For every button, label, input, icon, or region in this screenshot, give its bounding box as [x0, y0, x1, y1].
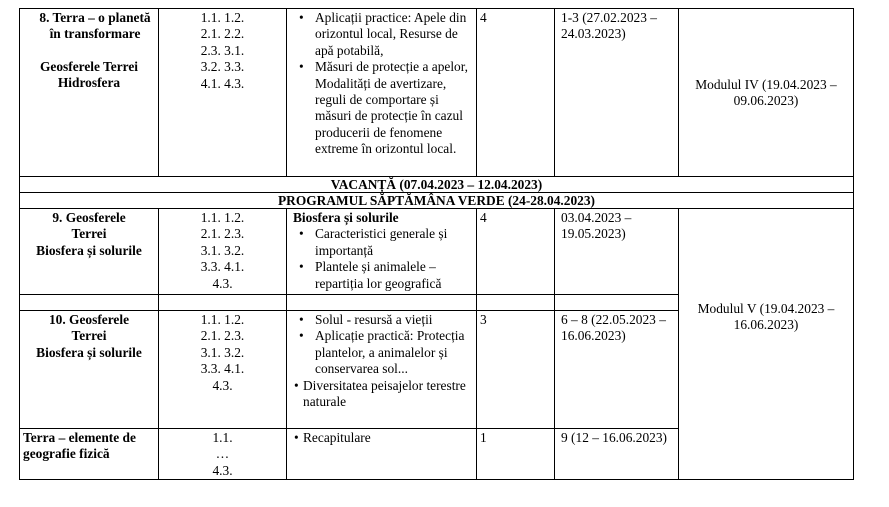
- weeks-cell: 9 (12 – 16.06.2023): [555, 429, 679, 480]
- competence-line: 3.3. 4.1.: [200, 259, 245, 275]
- hours-cell: 1: [477, 429, 555, 480]
- competence-line: 4.1. 4.3.: [200, 75, 245, 91]
- list-item: • Aplicații practice: Apele din orizontul local, Resurse de apă potabilă,: [293, 10, 473, 59]
- list-item: • Măsuri de protecție a apelor, Modalități de avertizare, reguli de comportare și măsuri de protecție în cazul producerii de fenomene extreme în orizontul local.: [293, 59, 473, 157]
- empty-cell: [287, 295, 477, 311]
- empty-cell: [20, 295, 159, 311]
- list-item: • Solul - resursă a vieții: [293, 312, 473, 328]
- module-cell: [679, 9, 854, 177]
- empty-cell: [477, 295, 555, 311]
- competences-cell: [159, 209, 287, 295]
- planning-table: [19, 8, 854, 480]
- competence-line: 4.3.: [212, 462, 233, 478]
- competence-line: 2.1. 2.2.: [200, 26, 245, 42]
- competence-line: 3.2. 3.3.: [200, 59, 245, 75]
- competence-line: 2.1. 2.3.: [200, 226, 245, 242]
- weeks-cell: 1-3 (27.02.2023 – 24.03.2023): [555, 9, 679, 177]
- competence-line: 2.3. 3.1.: [200, 42, 245, 58]
- competence-line: 1.1. 1.2.: [200, 210, 245, 225]
- unit-subtitle: Biosfera și solurile: [36, 242, 142, 258]
- table-row-vacation: [20, 177, 854, 193]
- list-item: • Diversitatea peisajelor terestre naturale: [293, 378, 473, 411]
- contents-cell: [287, 429, 477, 480]
- unit-title: 10. Geosferele Terrei: [48, 312, 130, 344]
- contents-cell: [287, 311, 477, 429]
- green-week-banner: PROGRAMUL SĂPTĂMÂNA VERDE (24-28.04.2023): [20, 193, 854, 209]
- competence-line: 4.3.: [212, 275, 233, 291]
- unit-title: 9. Geosferele Terrei: [52, 210, 126, 242]
- unit-title: 8. Terra – o planetă în transformare: [39, 10, 151, 42]
- module-label: Modulul V (19.04.2023 – 16.06.2023): [697, 301, 835, 333]
- list-item: • Caracteristici generale și importanță: [293, 226, 473, 259]
- contents-cell: [287, 9, 477, 177]
- competences-cell: [159, 429, 287, 480]
- unit-cell: [20, 311, 159, 429]
- competence-line: 1.1.: [212, 430, 233, 445]
- competences-cell: [159, 9, 287, 177]
- competence-line: 2.1. 2.3.: [200, 328, 245, 344]
- module-cell: [679, 209, 854, 480]
- competence-line: 3.3. 4.1.: [200, 361, 245, 377]
- hours-cell: 4: [477, 209, 555, 295]
- list-item: • Plantele și animalele – repartiția lor geografică: [293, 259, 473, 292]
- list-item: • Recapitulare: [293, 430, 473, 446]
- competence-line: 4.3.: [212, 377, 233, 393]
- unit-cell: [20, 209, 159, 295]
- unit-cell: [20, 429, 159, 480]
- vacation-banner: VACANȚĂ (07.04.2023 – 12.04.2023): [20, 177, 854, 193]
- unit-subtitle: Geosferele Terrei Hidrosfera: [39, 58, 139, 91]
- competence-line: 3.1. 3.2.: [200, 344, 245, 360]
- contents-cell: [287, 209, 477, 295]
- contents-heading: Biosfera și solurile: [293, 210, 399, 225]
- empty-cell: [555, 295, 679, 311]
- competence-line: 1.1. 1.2.: [200, 312, 245, 327]
- competences-cell: [159, 311, 287, 429]
- list-item: • Aplicație practică: Protecția plantelor, a animalelor și conservarea sol...: [293, 328, 473, 377]
- competence-line: …: [215, 446, 230, 462]
- unit-subtitle: Biosfera și solurile: [36, 344, 142, 360]
- table-row-green-week: [20, 193, 854, 209]
- weeks-cell: 03.04.2023 – 19.05.2023): [555, 209, 679, 295]
- empty-cell: [159, 295, 287, 311]
- competence-line: 1.1. 1.2.: [200, 10, 245, 25]
- unit-title: Terra – elemente de geografie fizică: [23, 430, 136, 462]
- table-row-unit-9: [20, 209, 854, 295]
- hours-cell: 3: [477, 311, 555, 429]
- competence-line: 3.1. 3.2.: [200, 242, 245, 258]
- hours-cell: 4: [477, 9, 555, 177]
- unit-cell: [20, 9, 159, 177]
- weeks-cell: 6 – 8 (22.05.2023 – 16.06.2023): [555, 311, 679, 429]
- table-row-unit-8: [20, 9, 854, 177]
- module-label: Modulul IV (19.04.2023 – 09.06.2023): [695, 76, 837, 108]
